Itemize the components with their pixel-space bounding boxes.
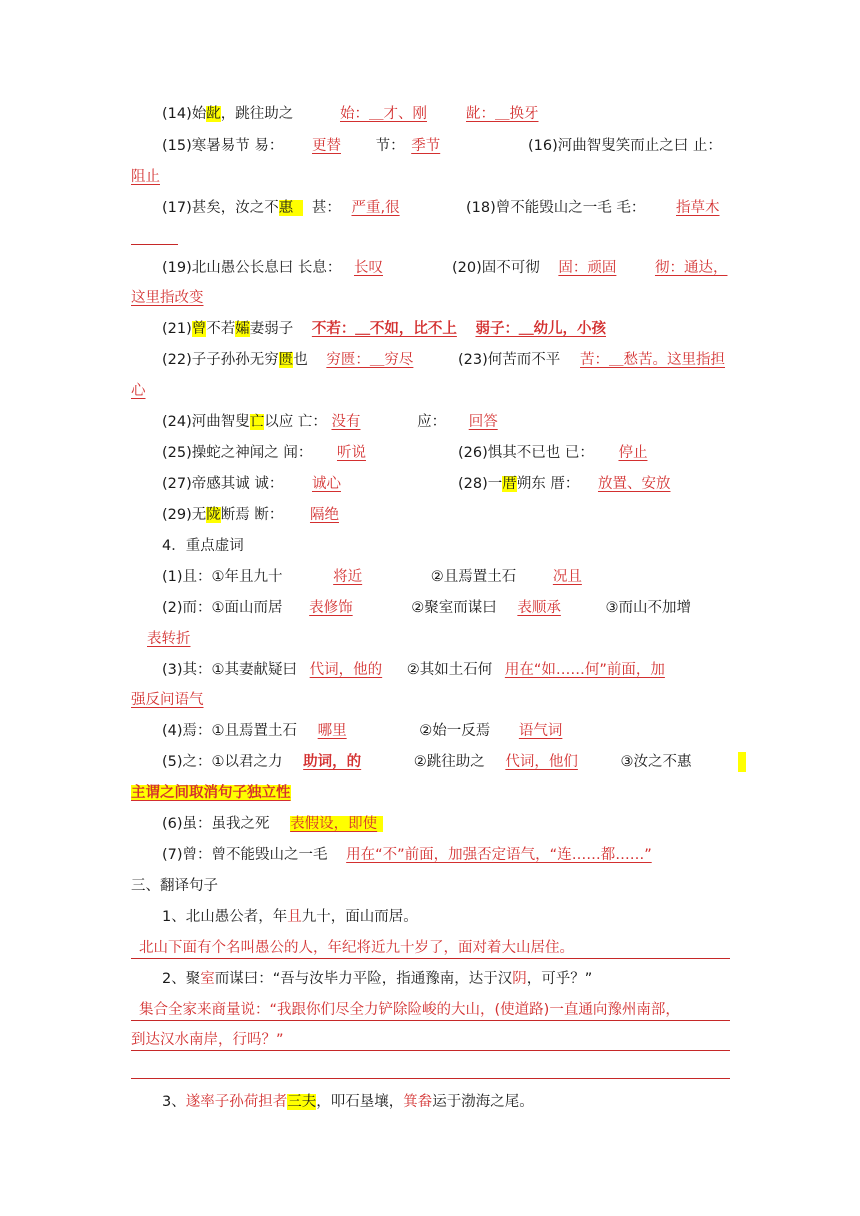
highlight-marker — [738, 752, 746, 772]
answer: 弱子：＿幼儿，小孩 — [475, 321, 606, 337]
answer: 表假设，即使 — [290, 816, 383, 832]
function-word-3: (3)其：①其妻献疑曰 代词，他的 ②其如土石何 用在“如……何”前面，加 — [162, 662, 665, 678]
highlight-char: 孀 — [235, 321, 250, 337]
highlight-char: 厝 — [502, 476, 517, 492]
answer: 用在“如……何”前面，加 — [504, 662, 665, 678]
answer: 这里指改变 — [131, 290, 204, 306]
answer: 用在“不”前面，加强否定语气，“连……都……” — [346, 847, 652, 863]
answer-line — [131, 958, 730, 959]
function-word-1: (1)且：①年且九十 将近 ②且焉置土石 况且 — [162, 567, 610, 587]
vocab-item-21: (21)曾不若孀妻弱子 不若：＿不如，比不上 弱子：＿幼儿，小孩 — [162, 321, 606, 337]
answer: 苦：＿愁苦。这里指担 — [580, 352, 725, 368]
answer: 将近 — [333, 569, 363, 585]
answer: 没有 — [331, 414, 361, 430]
sentence-2: 2、聚室而谋曰：“吾与汝毕力平险，指通豫南，达于汉阴，可乎？” — [162, 971, 593, 987]
answer: 代词，他们 — [505, 754, 578, 770]
answer: 彻：通达， — [654, 260, 728, 276]
answer: 不若：＿不如，比不上 — [311, 321, 457, 337]
answer: 停止 — [618, 445, 648, 461]
answer: 长叹 — [353, 260, 383, 276]
translation: 集合全家来商量说：“我跟你们尽全力铲除险峻的大山，(使道路)一直通向豫州南部， — [139, 1002, 680, 1018]
answer: 回答 — [468, 414, 498, 430]
answer: 听说 — [336, 445, 366, 461]
highlight-char: 亡 — [249, 414, 265, 430]
answer-line — [131, 1020, 730, 1021]
answer: 助词，的 — [303, 754, 362, 770]
answer: 放置、安放 — [597, 476, 671, 492]
vocab-item-23: (23)何苦而不平 — [458, 352, 561, 368]
vocab-item-24: (24)河曲智叟亡以应 亡： 没有 应： 回答 — [162, 412, 580, 432]
answer: 强反问语气 — [131, 692, 204, 708]
answer: 龀：＿换牙 — [466, 106, 539, 122]
function-word-4: (4)焉：①且焉置土石 哪里 ②始一反焉 语气词 — [162, 721, 648, 741]
sentence-3: 3、遂率子孙荷担者三夫，叩石垦壤，箕畚运于渤海之尾。 — [162, 1094, 534, 1110]
highlight-answer: 主谓之间取消句子独立性 — [131, 785, 291, 801]
answer: 阻止 — [131, 169, 160, 185]
highlight-char: 惠 — [279, 200, 304, 216]
answer: 代词，他的 — [309, 662, 383, 678]
translation: 北山下面有个名叫愚公的人，年纪将近九十岁了，面对着大山居住。 — [139, 940, 574, 956]
answer: 穷匮：＿穷尽 — [326, 352, 414, 368]
section-heading: 三、翻译句子 — [131, 878, 218, 894]
answer-line — [131, 1050, 730, 1051]
answer: 语气词 — [518, 723, 563, 739]
highlight-char: 匮 — [278, 352, 294, 368]
answer-line — [131, 1078, 730, 1079]
function-word-2: (2)而：①面山而居 表修饰 ②聚室而谋曰 表顺承 ③而山不加增 — [162, 600, 691, 616]
answer: 况且 — [552, 569, 582, 585]
highlight-char: 曾 — [191, 321, 207, 337]
sentence-1: 1、北山愚公者，年且九十，面山而居。 — [162, 909, 418, 925]
answer: 季节 — [411, 138, 441, 154]
vocab-item-22: (22)子子孙孙无穷匮也 穷匮：＿穷尽 — [162, 350, 423, 370]
answer: 哪里 — [317, 723, 347, 739]
section-heading: 4．重点虚词 — [162, 538, 244, 554]
answer: 指草木 — [676, 200, 720, 216]
function-word-5: (5)之：①以君之力 助词，的 ②跳往助之 代词，他们 ③汝之不惠 — [162, 754, 692, 770]
answer: 隔绝 — [309, 507, 339, 523]
vocab-item-28: (28)一厝朔东 厝： 放置、安放 — [458, 474, 688, 494]
answer: 固：顽固 — [558, 260, 617, 276]
highlight-char: 陇 — [206, 507, 221, 523]
highlight-char: 龀 — [206, 106, 221, 122]
highlight-char: 三夫 — [287, 1094, 317, 1110]
function-word-6: (6)虽：虽我之死 表假设，即使 — [162, 814, 383, 834]
vocab-item-26: (26)惧其不已也 已： 停止 — [458, 443, 701, 463]
answer: 始：＿才、刚 — [340, 106, 427, 122]
answer: 表顺承 — [517, 600, 561, 616]
answer: 更替 — [311, 138, 341, 154]
answer: 表转折 — [147, 631, 191, 647]
answer: 诚心 — [311, 476, 341, 492]
answer: 严重,很 — [351, 200, 400, 216]
answer: 表修饰 — [309, 600, 353, 616]
vocab-item-16: (16)河曲智叟笑而止之曰 止： — [528, 138, 722, 154]
vocab-item-15: (15)寒暑易节 易： 更替 节： 季节 — [162, 136, 464, 156]
vocab-item-29: (29)无陇断焉 断： 隔绝 — [162, 505, 395, 525]
vocab-item-27: (27)帝感其诚 诚： 诚心 — [162, 474, 393, 494]
vocab-item-18: (18)曾不能毁山之一毛 毛： — [466, 200, 646, 216]
vocab-item-17: (17)甚矣，汝之不惠 甚： 严重,很 — [162, 198, 410, 218]
answer-line — [131, 244, 178, 245]
vocab-item-25: (25)操蛇之神闻之 闻： 听说 — [162, 443, 396, 463]
function-word-7: (7)曾：曾不能毁山之一毛 用在“不”前面，加强否定语气，“连……都……” — [162, 847, 652, 863]
translation: 到达汉水南岸，行吗？” — [131, 1032, 284, 1048]
vocab-item-20: (20)固不可彻 固：顽固 彻：通达， — [452, 260, 728, 276]
vocab-item-19: (19)北山愚公长息曰 长息： 长叹 — [162, 258, 413, 278]
answer — [131, 783, 291, 803]
vocab-item-14: (14)始龀，跳往助之 — [162, 106, 294, 122]
answer: 心 — [131, 383, 146, 399]
